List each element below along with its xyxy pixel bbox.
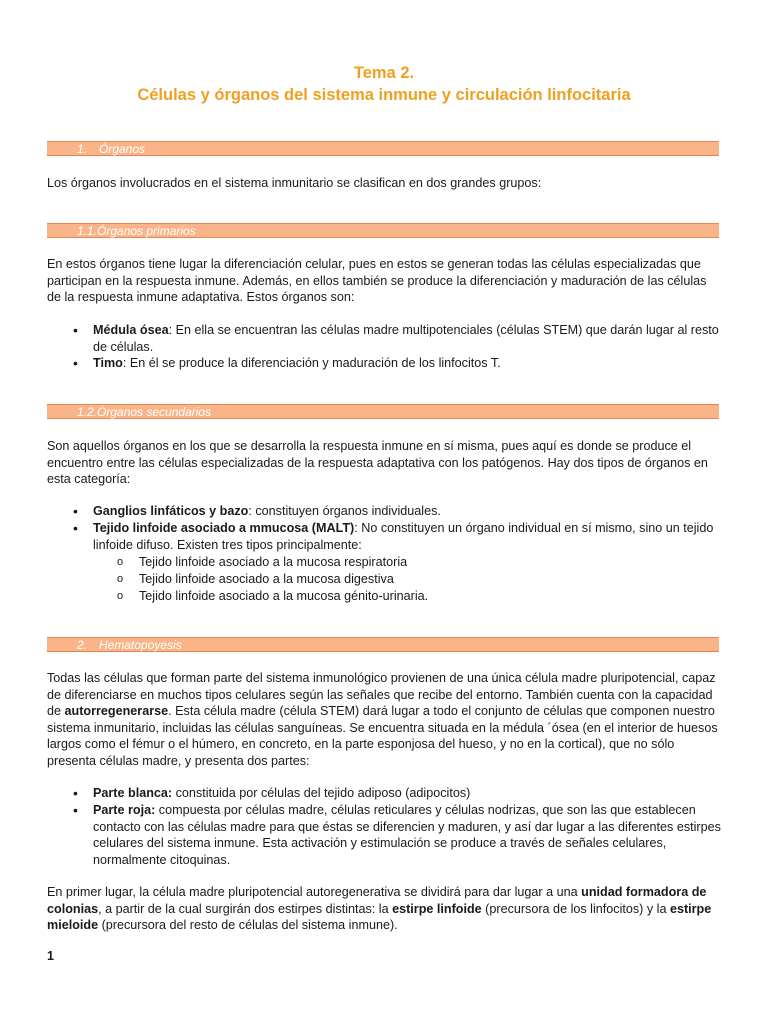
section-heading-organos bbox=[47, 141, 719, 156]
list-item-ganglios bbox=[93, 503, 723, 520]
paragraph-text: , a partir de la cual surgirán dos estirpes distintas: la bbox=[98, 901, 393, 916]
term-autorregenerarse: autorregenerarse bbox=[64, 704, 169, 719]
paragraph-text: Todas las células que forman parte del sistema inmunológico provienen de una única célula madre pluripotencial, capaz de diferenciarse en muchos tipos celulares según las señales que recibe del entorno. También cuenta con la capacidad de bbox=[47, 671, 716, 719]
term-timo: Timo bbox=[93, 356, 123, 370]
title-line-1: Tema 2. bbox=[353, 64, 415, 82]
secundarios-paragraph: Son aquellos órganos en los que se desarrolla la respuesta inmune en sí misma, pues aquí es donde se produce el encuentro entre las células especializadas de la respuesta adaptativa con los patógenos. Hay dos tipos de órganos en esta categoría: bbox=[47, 439, 708, 487]
primarios-paragraph: En estos órganos tiene lugar la diferenciación celular, pues en estos se generan todas las células especializadas que participan en la respuesta inmune. Además, en ellos también se produce la diferenciación y maduración de las células de la respuesta inmune adaptativa. Estos órganos son: bbox=[47, 257, 707, 305]
sub-list-item: o Tejido linfoide asociado a la mucosa digestiva bbox=[139, 571, 719, 588]
section-number: 1.1. bbox=[77, 224, 98, 238]
hematopoyesis-paragraph bbox=[47, 670, 723, 770]
term-malt: Tejido linfoide asociado a mmucosa (MALT) bbox=[93, 521, 355, 535]
list-item-parte-roja bbox=[93, 802, 723, 868]
list-item-medula bbox=[93, 322, 723, 355]
list-item-timo bbox=[93, 355, 723, 372]
list-item-parte-blanca bbox=[93, 785, 723, 802]
title-line-2: Células y órganos del sistema inmune y circulación linfocitaria bbox=[137, 86, 631, 104]
section-number: 1.2. bbox=[77, 405, 98, 419]
section-label: Hematopoyesis bbox=[99, 638, 182, 652]
term-estirpe-mieloide: estirpe mieloide bbox=[47, 901, 712, 933]
list-item-text: constituida por células del tejido adiposo (adipocitos) bbox=[172, 786, 471, 800]
page-number: 1 bbox=[47, 949, 54, 963]
sub-list-item: o Tejido linfoide asociado a la mucosa respiratoria bbox=[139, 554, 719, 571]
section-number: 2. bbox=[77, 638, 88, 652]
term-medula: Médula ósea bbox=[93, 323, 169, 337]
section-heading-primarios bbox=[47, 223, 719, 238]
section-heading-hematopoyesis bbox=[47, 637, 719, 652]
section-label: Órganos secundarios bbox=[97, 405, 212, 419]
list-item-text: : En ella se encuentran las células madre multipotenciales (células STEM) que darán lugar al resto de células. bbox=[93, 323, 719, 354]
paragraph-text: (precursora del resto de células del sistema inmune). bbox=[98, 918, 398, 933]
term-parte-blanca: Parte blanca: bbox=[93, 786, 173, 800]
term-ganglios: Ganglios linfáticos y bazo bbox=[93, 504, 249, 518]
paragraph-text: En primer lugar, la célula madre pluripotencial autoregenerativa se dividirá para dar lugar a una bbox=[47, 885, 582, 899]
section-number: 1. bbox=[77, 142, 88, 156]
section-label: Órganos bbox=[99, 142, 146, 156]
paragraph-text: . Esta célula madre (célula STEM) dará lugar a todo el conjunto de células que componen nuestro sistema inmunitario, incluidas las células sanguíneas. Se encuentra situada en la médula ´ósea (en el interior de huesos largos como el fémur o el húmero, en concreto, en la parte esponjosa del hueso, y no en la cortical), que no sólo presenta células madre, y presenta dos partes: bbox=[47, 704, 718, 768]
paragraph-text: (precursora de los linfocitos) y la bbox=[481, 901, 670, 916]
list-item-text: compuesta por células madre, células reticulares y células nodrizas, que son las que establecen contacto con las células madre para que éstas se diferencien y maduren, y así dar lugar a las diferentes estirpes celulares del sistema inmune. Esta activación y estimulación se produce a través de señales celulares, normalmente citoquinas. bbox=[93, 803, 721, 867]
document-title bbox=[0, 62, 768, 106]
section-heading-secundarios bbox=[47, 404, 719, 419]
final-paragraph bbox=[47, 884, 723, 934]
list-item-malt bbox=[93, 520, 723, 553]
intro-paragraph: Los órganos involucrados en el sistema inmunitario se clasifican en dos grandes grupos: bbox=[47, 176, 542, 190]
list-item-text: : constituyen órganos individuales. bbox=[248, 504, 441, 518]
term-parte-roja: Parte roja: bbox=[93, 803, 156, 817]
sub-list-item: o Tejido linfoide asociado a la mucosa génito-urinaria. bbox=[139, 588, 719, 605]
term-unidad-formadora: unidad formadora de colonias bbox=[47, 885, 707, 916]
list-item-text: : No constituyen un órgano individual en sí mismo, sino un tejido linfoide difuso. Existen tres tipos principalmente: bbox=[93, 521, 714, 552]
list-item-text: : En él se produce la diferenciación y maduración de los linfocitos T. bbox=[122, 356, 501, 370]
term-estirpe-linfoide: estirpe linfoide bbox=[392, 901, 482, 916]
section-label: Órganos primarios bbox=[97, 224, 196, 238]
